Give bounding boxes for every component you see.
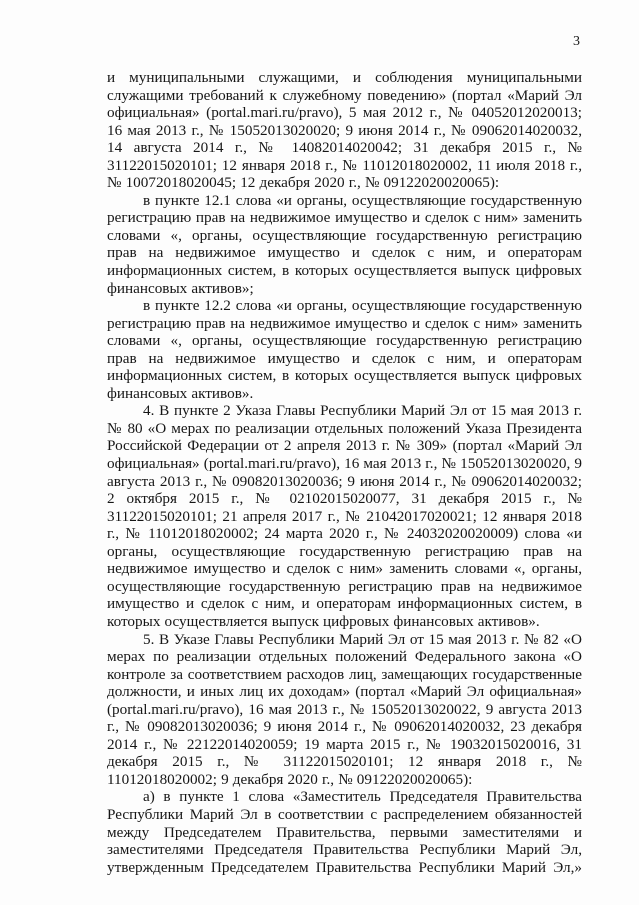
paragraph: 4. В пункте 2 Указа Главы Республики Марий Эл от 15 мая 2013 г. № 80 «О мерах по реализации отдельных положений Указа Президента Российской Федерации от 2 апреля 2013 г. № 309» (портал «Марий Эл официальная» (portal.mari.ru/pravo), 16 мая 2013 г., № 15052013020020, 9 августа 2013 г., № 09082013020036; 9 июня 2014 г., № 09062014020032; 2 октября 2015 г., № 02102015020077, 31 декабря 2015 г., № 31122015020101; 21 апреля 2017 г., № 21042017020021; 12 января 2018 г., № 11012018020002; 24 марта 2020 г., № 24032020020009) слова «и органы, осуществляющие государственную регистрацию прав на недвижимое имущество и сделок с ним» заменить словами «, органы, осуществляющие государственную регистрацию прав на недвижимое имущество и сделок с ним, и операторам информационных систем, в которых осуществляется выпуск цифровых финансовых активов». (107, 402, 582, 630)
paragraph: 5. В Указе Главы Республики Марий Эл от 15 мая 2013 г. № 82 «О мерах по реализации отдельных положений Федерального закона «О контроле за соответствием расходов лиц, замещающих государственные должности, и иных лиц их доходам» (портал «Марий Эл официальная» (portal.mari.ru/pravo), 16 мая 2013 г., № 15052013020022, 9 августа 2013 г., № 09082013020036; 9 июня 2014 г., № 09062014020032, 23 декабря 2014 г., № 22122014020059; 19 марта 2015 г., № 19032015020016, 31 декабря 2015 г., № 31122015020101; 12 января 2018 г., № 11012018020002; 9 декабря 2020 г., № 09122020020065): (107, 630, 582, 788)
paragraph: в пункте 12.2 слова «и органы, осуществляющие государственную регистрацию прав на недвижимое имущество и сделок с ним» заменить словами «, органы, осуществляющие государственную регистрацию прав на недвижимое имущество и сделок с ним, и операторам информационных систем, в которых осуществляется выпуск цифровых финансовых активов». (107, 297, 582, 402)
paragraph: и муниципальными служащими, и соблюдения муниципальными служащими требований к служебному поведению» (портал «Марий Эл официальная» (portal.mari.ru/pravo), 5 мая 2012 г., № 04052012020013; 16 мая 2013 г., № 15052013020020; 9 июня 2014 г., № 09062014020032, 14 августа 2014 г., № 14082014020042; 31 декабря 2015 г., № 31122015020101; 12 января 2018 г., № 11012018020002, 11 июля 2018 г., № 10072018020045; 12 декабря 2020 г., № 09122020020065): (107, 69, 582, 192)
body-text (107, 69, 582, 876)
paragraph: в пункте 12.1 слова «и органы, осуществляющие государственную регистрацию прав на недвижимое имущество и сделок с ним» заменить словами «, органы, осуществляющие государственную регистрацию прав на недвижимое имущество и сделок с ним, и операторам информационных систем, в которых осуществляется выпуск цифровых финансовых активов»; (107, 191, 582, 297)
page-number: 3 (573, 34, 580, 49)
paragraph: а) в пункте 1 слова «Заместитель Председателя Правительства Республики Марий Эл в соответствии с распределением обязанностей между Председателем Правительства, первыми заместителями и заместителями Председателя Правительства Республики Марий Эл, утвержденным Председателем Правительства Республики Марий Эл,» (107, 788, 582, 876)
